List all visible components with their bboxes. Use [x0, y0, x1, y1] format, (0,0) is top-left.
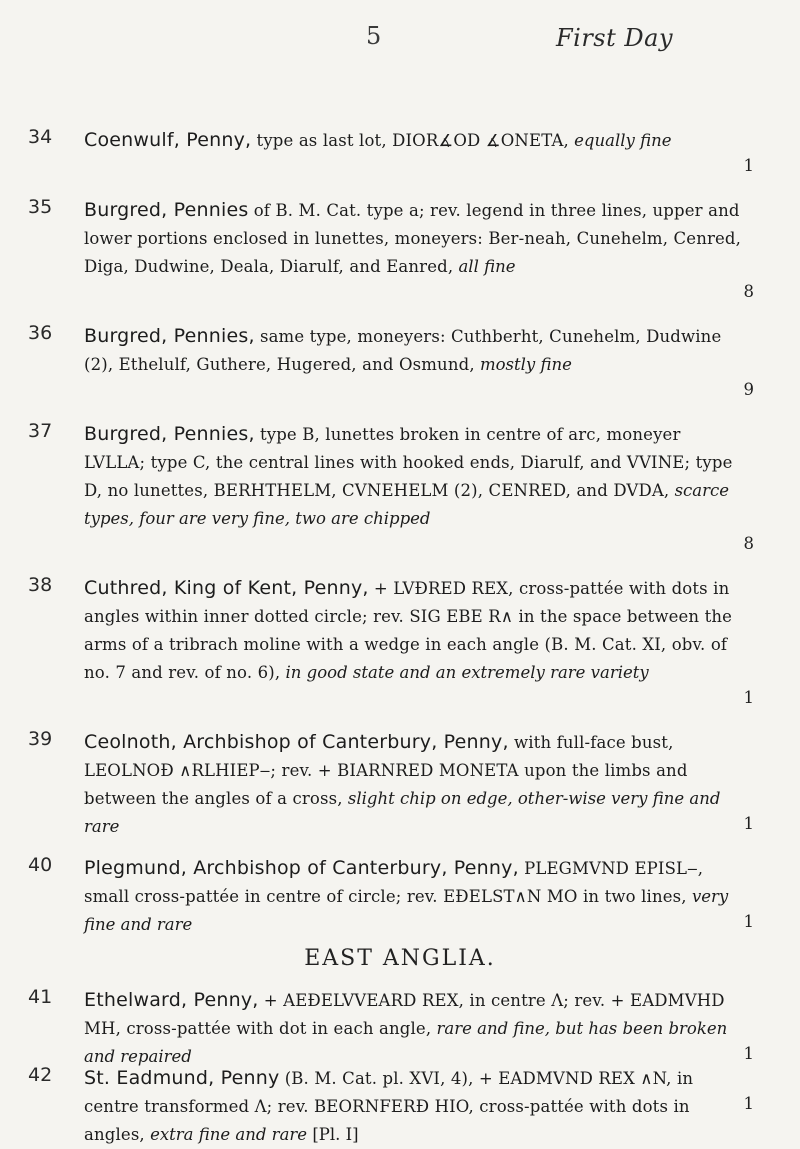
lot-heading: Cuthred, King of Kent, Penny,: [84, 577, 369, 599]
lot-number: 36: [28, 322, 53, 344]
lot-description: [84, 126, 746, 182]
lot-condition: scarce types, four are very fine, two are chipped: [84, 481, 730, 528]
lot-description: [84, 196, 746, 281]
lot-description: [84, 1064, 746, 1149]
lot-details: + AEÐELVVEARD REX, in centre Ʌ; rev. + EADMVHD MH, cross-pattée with dot in each angle,: [84, 991, 725, 1038]
lot-heading: Ceolnoth, Archbishop of Canterbury, Penny,: [84, 731, 509, 753]
lot-details: type B, lunettes broken in centre of arc, moneyer LVLLA; type C, the central lines with hooked ends, Diarulf, and VVINE; type D, no lunettes, BERHTHELM, CVNEHELM (2), CENRED, and DVDA,: [84, 425, 733, 500]
lot-number: 35: [28, 196, 53, 218]
lot-number: 38: [28, 574, 53, 596]
lot-quantity: 1: [743, 1094, 754, 1113]
lot-description: [84, 420, 746, 533]
lot-heading: Burgred, Pennies,: [84, 423, 255, 445]
lot-number: 37: [28, 420, 53, 442]
lot-condition: equally fine: [574, 131, 672, 150]
lot-heading: Coenwulf, Penny,: [84, 129, 252, 151]
lot-heading: Burgred, Pennies,: [84, 325, 255, 347]
lot-description: [84, 986, 746, 1071]
lot-quantity: 1: [743, 156, 754, 175]
lot-quantity: 1: [743, 688, 754, 707]
lot-quantity: 1: [743, 912, 754, 931]
lot-condition: slight chip on edge, other-wise very fine and rare: [84, 789, 721, 836]
running-head: First Day: [556, 24, 673, 52]
page-number: 5: [366, 22, 382, 50]
lot-number: 39: [28, 728, 53, 750]
lot-quantity: 8: [743, 282, 754, 301]
lot-condition: very fine and rare: [84, 887, 729, 934]
lot-condition: rare and fine, but has been broken and repaired: [84, 1019, 728, 1066]
lot-number: 41: [28, 986, 53, 1008]
lot-heading: Plegmund, Archbishop of Canterbury, Penny,: [84, 857, 519, 879]
lot-description: [84, 854, 746, 939]
lot-quantity: 1: [743, 814, 754, 833]
lot-condition: mostly fine: [479, 355, 572, 374]
lot-details: with full-face bust, LEOLNOÐ ∧RLHIEP‒; rev. + BIARNRED MONETA upon the limbs and between the angles of a cross,: [84, 733, 688, 808]
lot-heading: Ethelward, Penny,: [84, 989, 259, 1011]
lot-details: (B. M. Cat. pl. XVI, 4), + EADMVND REX ∧N, in centre transformed Ʌ; rev. BEORNFERÐ HIO, cross-pattée with dots in angles,: [84, 1069, 694, 1144]
lot-quantity: 1: [743, 1044, 754, 1063]
section-title: EAST ANGLIA.: [304, 946, 496, 971]
lot-details: + LVÐRED REX, cross-pattée with dots in angles within inner dotted circle; rev. SIG EBE R∧ in the space between the arms of a tribrach moline with a wedge in each angle (B. M. Cat. XI, obv. of no. 7 and rev. of no. 6),: [84, 579, 733, 682]
lot-description: [84, 574, 746, 687]
lot-condition: extra fine and rare: [150, 1125, 308, 1144]
lot-details: type as last lot, DIOR∡OD ∡ONETA,: [256, 131, 569, 150]
lot-heading: Burgred, Pennies: [84, 199, 249, 221]
lot-number: 42: [28, 1064, 53, 1086]
lot-description: [84, 322, 746, 379]
lot-description: [84, 728, 746, 841]
lot-quantity: 9: [743, 380, 754, 399]
lot-quantity: 8: [743, 534, 754, 553]
plate-reference: [Pl. I]: [312, 1125, 359, 1144]
lot-details: of B. M. Cat. type a; rev. legend in three lines, upper and lower portions enclosed in lunettes, moneyers: Ber-neah, Cunehelm, Cenred, Diga, Dudwine, Deala, Diarulf, and Eanred,: [84, 201, 742, 276]
lot-condition: all fine: [458, 257, 516, 276]
lot-heading: St. Eadmund, Penny: [84, 1067, 280, 1089]
lot-details: same type, moneyers: Cuthberht, Cunehelm, Dudwine (2), Ethelulf, Guthere, Hugered, and Osmund,: [84, 327, 722, 374]
lot-details: PLEGMVND EPISL‒, small cross-pattée in centre of circle; rev. EÐELST∧N MO in two lines,: [84, 859, 704, 906]
lot-number: 40: [28, 854, 53, 876]
lot-number: 34: [28, 126, 53, 148]
lot-condition: in good state and an extremely rare variety: [285, 663, 649, 682]
